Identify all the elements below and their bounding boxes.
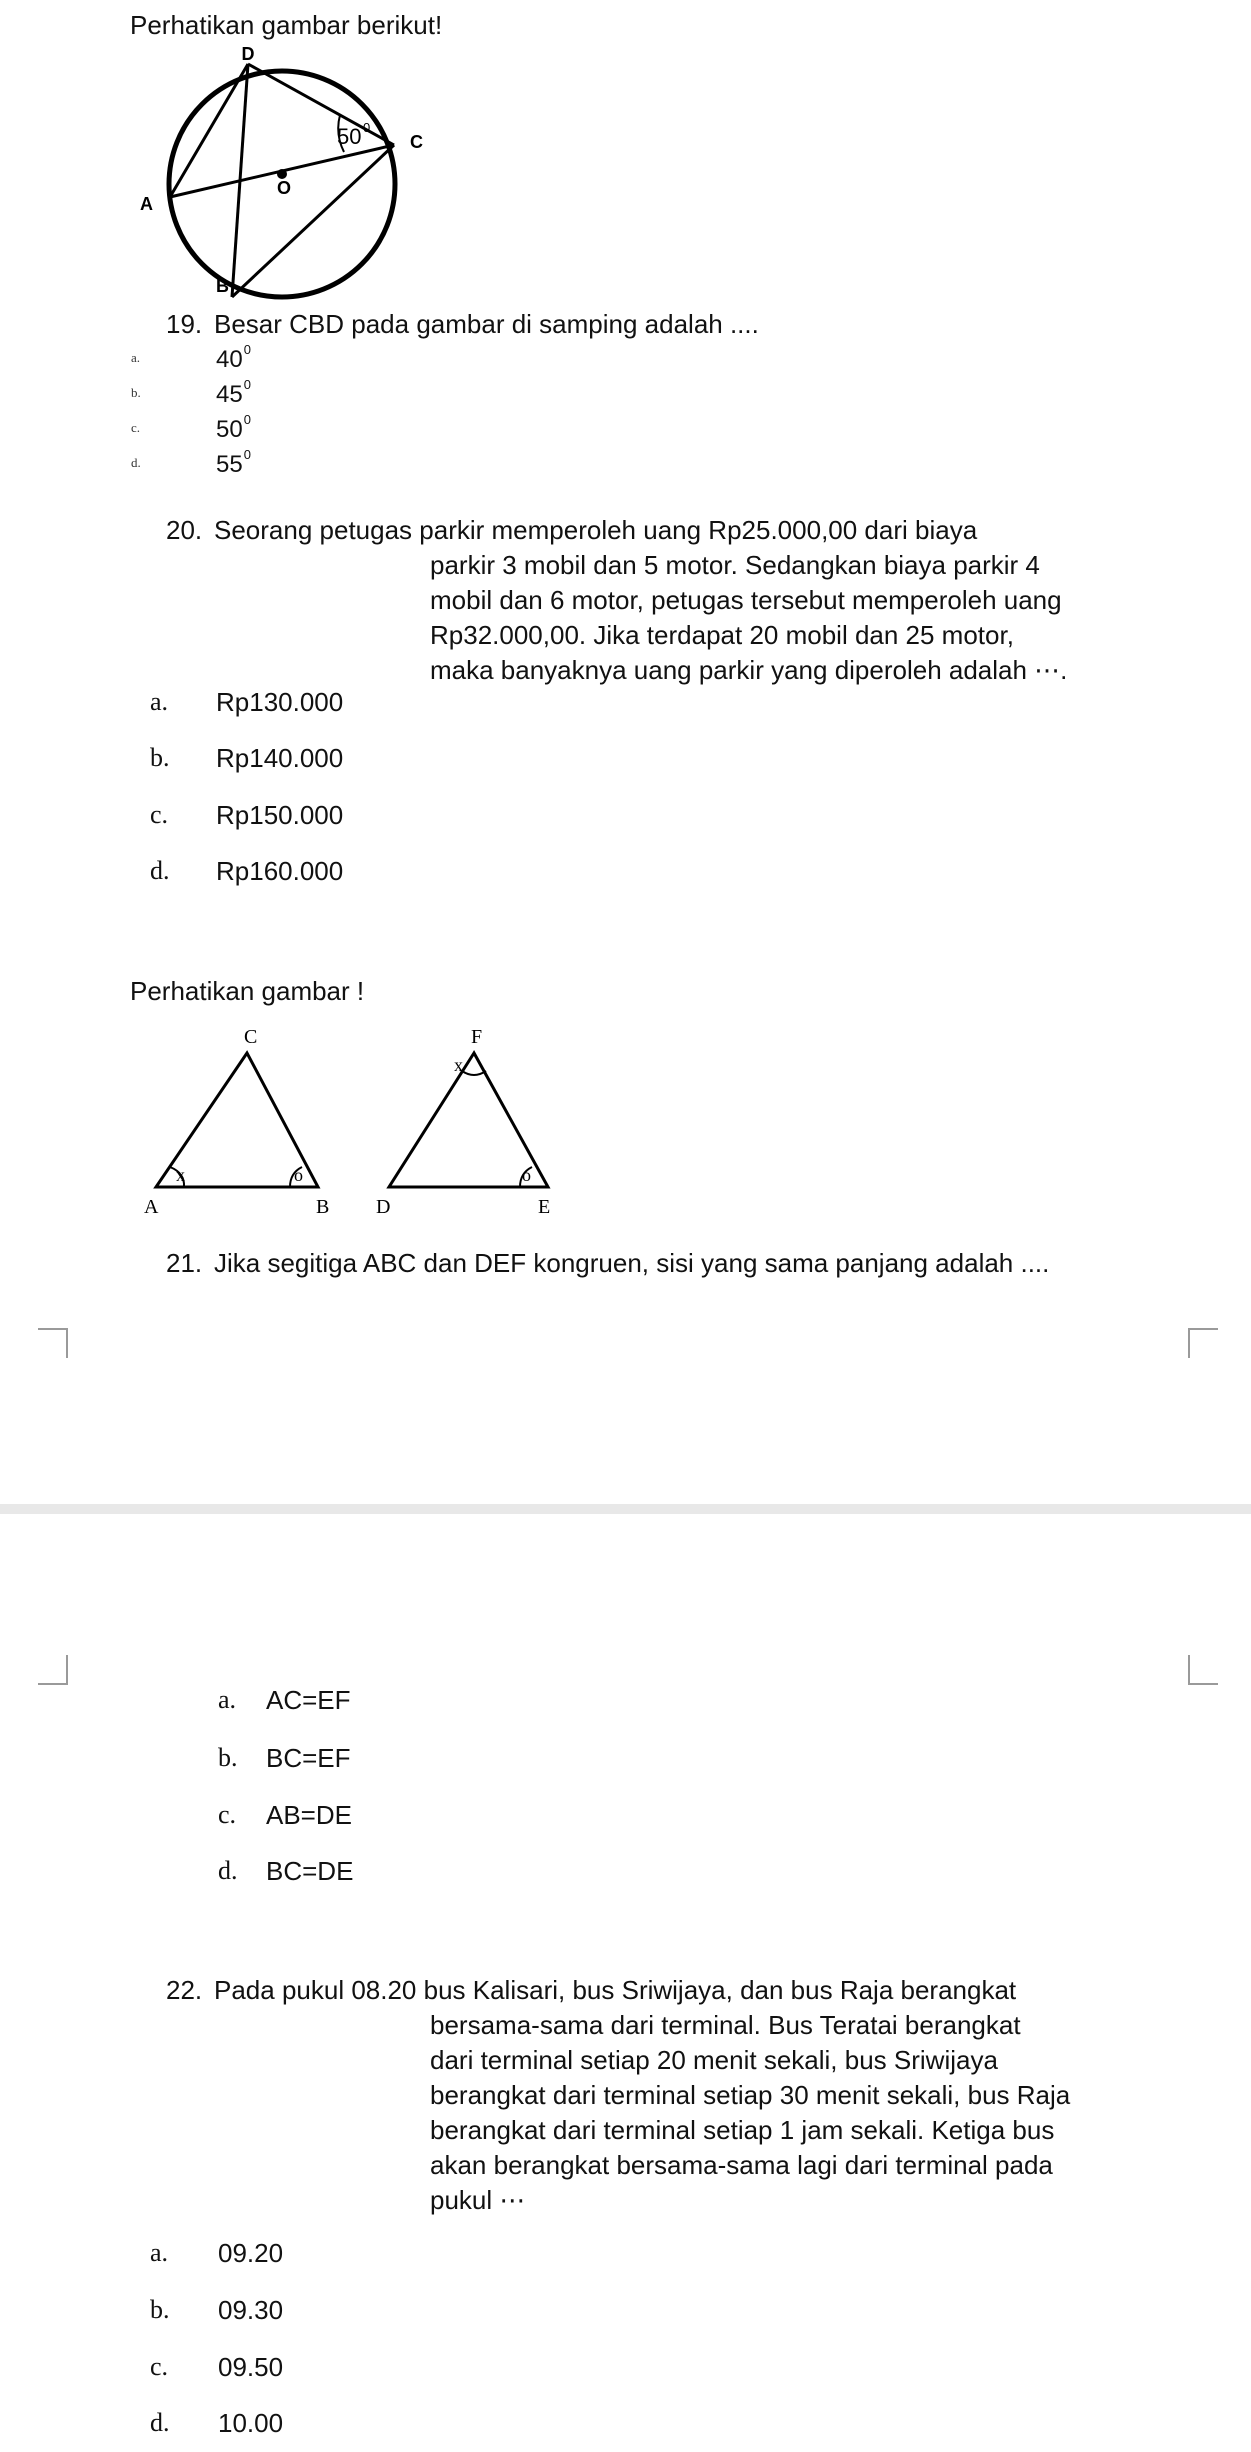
q20-line-1: Seorang petugas parkir memperoleh uang Rp25.000,00 dari biaya [214,515,978,545]
option-letter: c. [131,420,141,435]
q22-line-5: berangkat dari terminal setiap 1 jam sekali. Ketiga bus [430,2115,1055,2145]
option-letter: a. [150,2238,169,2267]
page-corner-mark [38,1655,68,1685]
label-E: E [538,1196,551,1218]
label-A: A [144,1196,159,1218]
option-value: 10.00 [218,2408,284,2438]
option-value: AC=EF [266,1685,351,1715]
q21-text: Jika segitiga ABC dan DEF kongruen, sisi yang sama panjang adalah .... [214,1248,1050,1278]
label-F: F [471,1026,483,1048]
q22-line-4: berangkat dari terminal setiap 30 menit sekali, bus Raja [430,2080,1071,2110]
option-letter: b. [218,1743,238,1772]
option-letter: b. [131,385,141,400]
option-value: $40^0$ [216,342,251,373]
option-value: $55^0$ [216,447,251,478]
option-value: Rp160.000 [216,856,344,886]
option-letter: a. [131,350,141,365]
option-letter: d. [150,856,170,885]
q20-line-5: maka banyaknya uang parkir yang diperoleh adalah ⋯. [430,655,1068,685]
q22-line-6: akan berangkat bersama-sama lagi dari terminal pada [430,2150,1053,2180]
option-letter: a. [150,687,169,716]
angle-x-label: x [176,1165,185,1185]
option-value: 09.20 [218,2238,284,2268]
q20-line-4: Rp32.000,00. Jika terdapat 20 mobil dan 25 motor, [430,620,1014,650]
q21-number: 21. [166,1248,203,1278]
option-letter: c. [150,800,169,829]
page-corner-mark [38,1328,68,1358]
q22-line-2: bersama-sama dari terminal. Bus Teratai berangkat [430,2010,1021,2040]
option-value: Rp150.000 [216,800,344,830]
option-letter: d. [131,455,141,470]
label-D: D [241,44,255,64]
instruction-heading-2: Perhatikan gambar ! [130,976,365,1006]
option-value: $50^0$ [216,412,251,443]
angle-o-label: o [522,1165,531,1185]
label-C: C [244,1026,258,1048]
option-letter: c. [150,2352,169,2381]
option-value: BC=EF [266,1743,351,1773]
triangles-figure [140,1015,560,1225]
page-corner-mark [1188,1328,1218,1358]
option-value: BC=DE [266,1856,354,1886]
q20-line-2: parkir 3 mobil dan 5 motor. Sedangkan biaya parkir 4 [430,550,1040,580]
q19-text: Besar CBD pada gambar di samping adalah .... [214,309,759,339]
option-letter: d. [218,1856,238,1885]
label-B: B [316,1196,330,1218]
angle-label: 50 [337,124,362,149]
label-O: O [277,178,292,198]
option-letter: b. [150,2295,170,2324]
label-D: D [376,1196,391,1218]
q20-line-3: mobil dan 6 motor, petugas tersebut memperoleh uang [430,585,1062,615]
option-value: Rp140.000 [216,743,344,773]
angle-x-label: x [454,1055,463,1075]
option-letter: b. [150,743,170,772]
q19-number: 19. [166,309,203,339]
option-value: $45^0$ [216,377,251,408]
label-B: B [216,276,229,296]
q22-line-7: pukul ⋯ [430,2185,526,2215]
q22-line-3: dari terminal setiap 20 menit sekali, bus Sriwijaya [430,2045,998,2075]
option-letter: d. [150,2408,170,2437]
option-letter: a. [218,1685,237,1714]
instruction-heading-1: Perhatikan gambar berikut! [130,10,443,40]
angle-F-arc [462,1071,486,1075]
q22-line-1: Pada pukul 08.20 bus Kalisari, bus Sriwijaya, dan bus Raja berangkat [214,1975,1017,2005]
option-value: 09.30 [218,2295,284,2325]
chord-BC [232,145,394,297]
label-C: C [410,132,423,152]
q20-number: 20. [166,515,203,545]
page-corner-mark [1188,1655,1218,1685]
angle-o-label: o [294,1165,303,1185]
option-value: 09.50 [218,2352,284,2382]
page-break [0,1504,1251,1514]
angle-degree: 0 [363,120,371,135]
option-letter: c. [218,1800,237,1829]
option-value: AB=DE [266,1800,352,1830]
label-A: A [140,194,153,214]
option-value: Rp130.000 [216,687,344,717]
q22-number: 22. [166,1975,203,2005]
circle-figure [130,42,430,307]
